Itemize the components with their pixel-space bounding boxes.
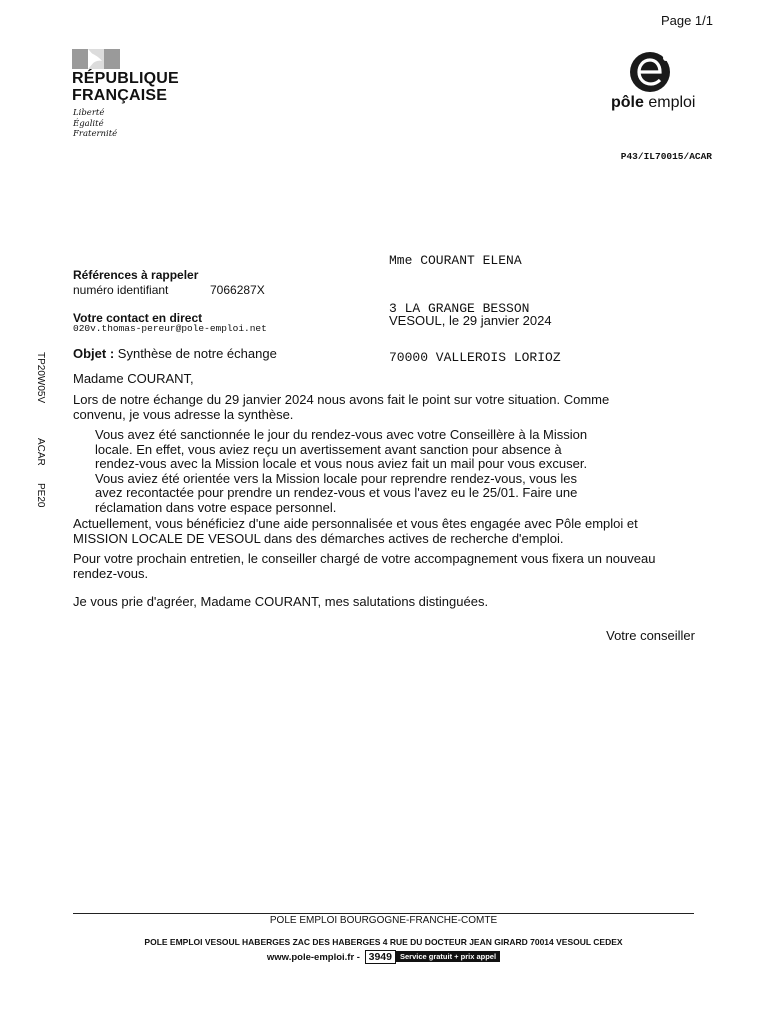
republique-motto: Liberté Égalité Fraternité xyxy=(73,108,118,139)
letter-paragraph-3: Pour votre prochain entretien, le conseiller chargé de votre accompagnement vous fixera un nouveau rendez-vous. xyxy=(73,551,656,581)
footer-divider xyxy=(73,913,694,914)
pole-emploi-logo-icon xyxy=(624,50,676,94)
recipient-address xyxy=(389,220,561,383)
references-id-row xyxy=(73,283,293,297)
footer-website[interactable]: www.pole-emploi.fr - xyxy=(266,952,360,963)
recipient-city: 70000 VALLEROIS LORIOZ xyxy=(389,350,561,366)
pole-emploi-wordmark: pôle emploi xyxy=(611,94,696,111)
footer-phone-note: Service gratuit + prix appel xyxy=(396,951,500,962)
footer-phone: 3949 xyxy=(365,950,396,964)
marianne-logo-icon xyxy=(72,49,120,69)
footer-contact xyxy=(73,950,694,964)
objet-line xyxy=(73,346,277,361)
closing-formula: Je vous prie d'agréer, Madame COURANT, mes salutations distinguées. xyxy=(73,594,489,609)
recipient-name: Mme COURANT ELENA xyxy=(389,252,522,268)
id-value: 7066287X xyxy=(210,283,265,297)
letter-paragraph-2: Actuellement, vous bénéficiez d'une aide personnalisée et vous êtes engagée avec Pôle emploi et MISSION LOCALE DE VESOUL dans des démarches actives de recherche d'emploi. xyxy=(73,516,638,546)
page-number: Page 1/1 xyxy=(660,13,713,28)
place-date: VESOUL, le 29 janvier 2024 xyxy=(389,313,552,328)
side-label: ACAR xyxy=(35,438,46,466)
contact-email: 020v.thomas-pereur@pole-emploi.net xyxy=(73,323,267,334)
reference-code: P43/IL70015/ACAR xyxy=(620,151,712,162)
republique-francaise-title: RÉPUBLIQUE FRANÇAISE xyxy=(72,70,179,104)
objet-text: Synthèse de notre échange xyxy=(117,346,277,361)
contact-title: Votre contact en direct xyxy=(73,311,203,325)
side-label: PE20 xyxy=(35,483,46,508)
id-label: numéro identifiant xyxy=(73,283,169,297)
recipient-street: 3 LA GRANGE BESSON xyxy=(389,301,530,317)
objet-label: Objet : xyxy=(73,346,115,361)
signoff: Votre conseiller xyxy=(606,628,695,643)
salutation: Madame COURANT, xyxy=(73,371,194,386)
references-title: Références à rappeler xyxy=(73,268,199,282)
footer-address: POLE EMPLOI VESOUL HABERGES ZAC DES HABERGES 4 RUE DU DOCTEUR JEAN GIRARD 70014 VESOUL CEDEX xyxy=(144,937,623,947)
side-label: TP20W05V xyxy=(35,352,46,404)
footer-region: POLE EMPLOI BOURGOGNE-FRANCHE-COMTE xyxy=(269,915,498,926)
letter-indented-paragraph: Vous avez été sanctionnée le jour du rendez-vous avec votre Conseillère à la Mission locale. En effet, vous aviez reçu un avertissement avant sanction pour absence à rendez-vous avec la Mission locale et vous nous aviez fait un mail pour vous excuser. Vous aviez été orientée vers la Mission locale pour reprendre rendez-vous, vous les avez recontactée pour prendre un rendez-vous et vous l'avez eu le 25/01. Faire une réclamation dans votre espace personnel. xyxy=(95,427,588,515)
letter-paragraph-1: Lors de notre échange du 29 janvier 2024 nous avons fait le point sur votre situation. Comme convenu, je vous adresse la synthèse. xyxy=(73,392,610,422)
